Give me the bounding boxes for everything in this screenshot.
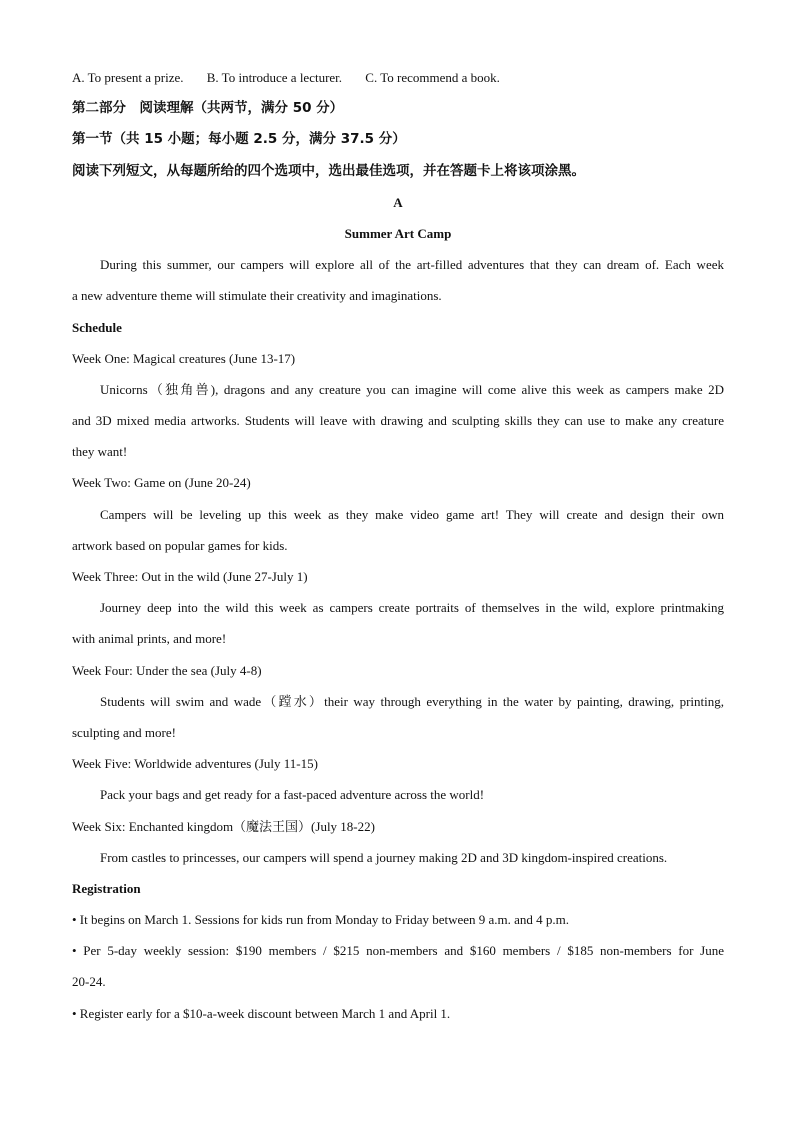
week-five-line-1: Pack your bags and get ready for a fast-paced adventure across the world! [100, 787, 485, 803]
week-one-line-1: Unicorns（独角兽), dragons and any creature you can imagine will come alive this week as campers make 2D [100, 381, 724, 397]
week-four-line-2: sculpting and more! [72, 724, 176, 740]
week-two-line-1: Campers will be leveling up this week as they make video game art! They will create and design their own [100, 506, 724, 522]
week-five-title: Week Five: Worldwide adventures (July 11-15) [72, 756, 318, 772]
week-one-title: Week One: Magical creatures (June 13-17) [72, 350, 296, 366]
registration-heading: Registration [72, 880, 141, 896]
passage-title: Summer Art Camp [344, 225, 452, 241]
week-two-line-2: artwork based on popular games for kids. [72, 537, 288, 553]
week-six-title: Week Six: Enchanted kingdom（魔法王国）(July 18-22) [72, 818, 375, 834]
registration-item-2-cont: 20-24. [72, 974, 106, 990]
schedule-heading: Schedule [72, 319, 122, 335]
intro-line-2: a new adventure theme will stimulate their creativity and imaginations. [72, 288, 442, 304]
week-two-title: Week Two: Game on (June 20-24) [72, 475, 251, 491]
registration-item-3: • Register early for a $10-a-week discount between March 1 and April 1. [72, 1005, 451, 1021]
week-four-title: Week Four: Under the sea (July 4-8) [72, 662, 262, 678]
option-c: C. To recommend a book. [365, 70, 500, 85]
exam-page [72, 62, 724, 1029]
option-b: B. To introduce a lecturer. [206, 70, 343, 85]
week-one-line-3: they want! [72, 444, 128, 460]
registration-item-1: • It begins on March 1. Sessions for kids run from Monday to Friday between 9 a.m. and 4 p.m. [72, 912, 570, 928]
week-one-line-2: and 3D mixed media artworks. Students will leave with drawing and sculpting skills they can use to make any creature [72, 413, 724, 429]
week-four-line-1: Students will swim and wade（蹚水）their way through everything in the water by painting, drawing, printing, [100, 693, 724, 709]
option-a: A. To present a prize. [72, 70, 184, 85]
week-three-line-1: Journey deep into the wild this week as campers create portraits of themselves in the wild, explore printmaking [100, 600, 724, 616]
intro-line-1: During this summer, our campers will explore all of the art-filled adventures that they can dream of. Each week [100, 257, 724, 273]
section-heading-part2: 第二部分 阅读理解（共两节，满分 50 分） [72, 100, 344, 117]
passage-letter: A [393, 194, 403, 210]
week-three-line-2: with animal prints, and more! [72, 631, 227, 647]
week-six-line-1: From castles to princesses, our campers will spend a journey making 2D and 3D kingdom-inspired creations. [100, 849, 668, 865]
instruction-text: 阅读下列短文，从每题所给的四个选项中，选出最佳选项，并在答题卡上将该项涂黑。 [72, 162, 585, 179]
answer-options [72, 62, 724, 93]
week-three-title: Week Three: Out in the wild (June 27-July 1) [72, 569, 308, 584]
registration-item-2: • Per 5-day weekly session: $190 members / $215 non-members and $160 members / $185 non-members for June [72, 943, 724, 959]
section-heading-sub1: 第一节（共 15 小题；每小题 2.5 分，满分 37.5 分） [72, 131, 406, 148]
